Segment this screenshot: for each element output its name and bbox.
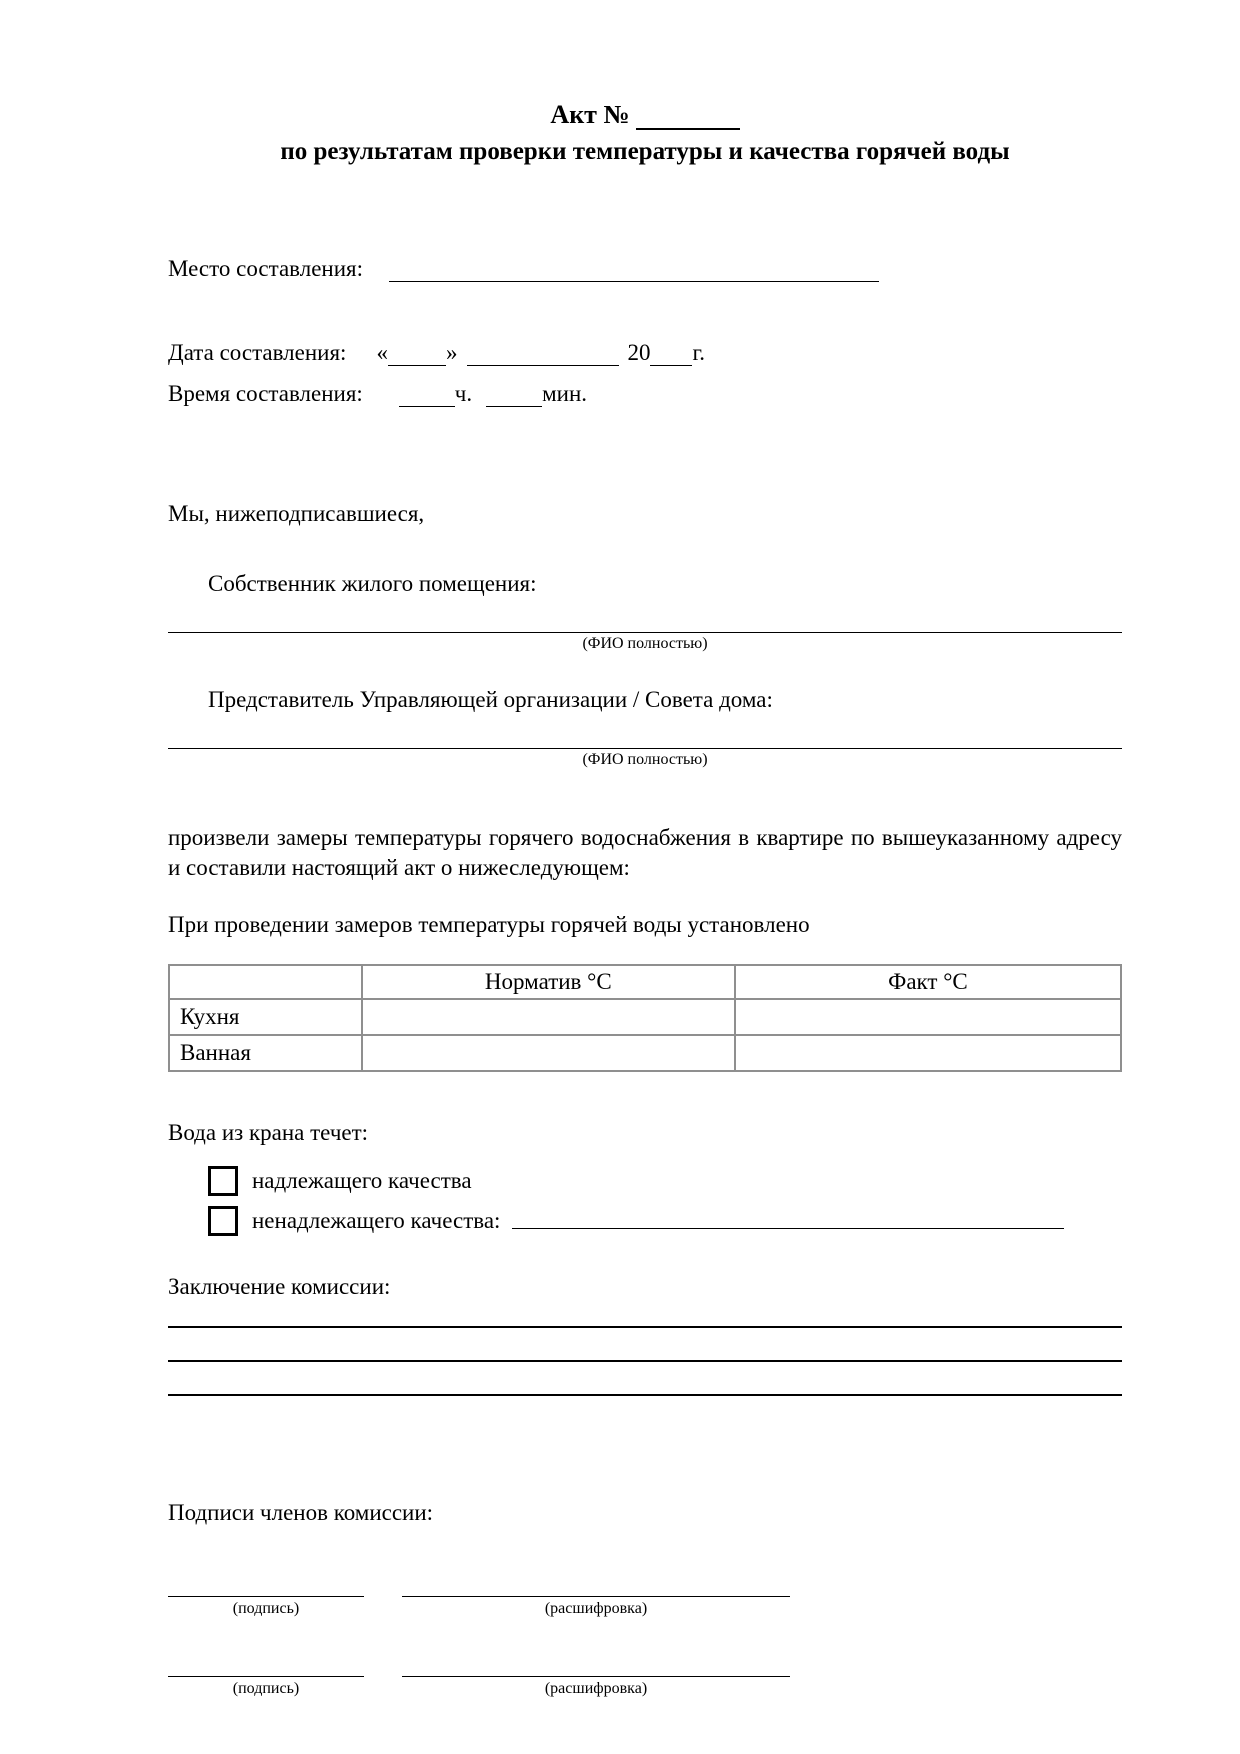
conclusion-label: Заключение комиссии: — [168, 1273, 391, 1299]
quality-bad-checkbox[interactable] — [208, 1206, 238, 1236]
kitchen-label: Кухня — [169, 999, 362, 1035]
time-hours-blank[interactable] — [399, 383, 455, 407]
quality-good-label: надлежащего качества — [252, 1167, 472, 1193]
time-hours-suffix: ч. — [454, 381, 473, 406]
conclusion-blank-line-2[interactable] — [168, 1360, 1122, 1362]
undersigned-intro: Мы, нижеподписавшиеся, — [168, 501, 425, 526]
date-close-quote: » — [445, 340, 458, 365]
owner-label: Собственник жилого помещения: — [208, 571, 537, 596]
place-label: Место составления: — [168, 256, 363, 281]
owner-fio-hint: (ФИО полностью) — [582, 635, 708, 652]
conclusion-blank-line-3[interactable] — [168, 1394, 1122, 1396]
date-open-quote: « — [376, 340, 388, 365]
owner-fio-blank[interactable] — [168, 627, 1122, 633]
date-row — [168, 340, 1122, 366]
time-minutes-suffix: мин. — [542, 381, 588, 406]
quality-bad-row — [168, 1206, 1122, 1236]
signature-1-decode-hint: (расшифровка) — [544, 1599, 648, 1617]
document-title — [168, 100, 1122, 166]
place-blank[interactable] — [389, 258, 879, 282]
bathroom-norm-cell[interactable] — [362, 1035, 735, 1071]
quality-good-row — [168, 1166, 1122, 1196]
bathroom-fact-cell[interactable] — [735, 1035, 1121, 1071]
signature-2-sign-hint: (подпись) — [232, 1679, 300, 1697]
date-month-blank[interactable] — [467, 342, 619, 366]
manager-fio-blank[interactable] — [168, 743, 1122, 749]
signature-1-sign-blank[interactable] — [168, 1596, 364, 1597]
bathroom-label: Ванная — [169, 1035, 362, 1071]
signature-1-decode-blank[interactable] — [402, 1596, 790, 1597]
manager-label: Представитель Управляющей организации / Совета дома: — [208, 687, 773, 712]
document-subtitle: по результатам проверки температуры и качества горячей воды — [280, 138, 1010, 165]
signature-2-decode-hint: (расшифровка) — [544, 1679, 648, 1697]
date-year-suffix: г. — [692, 340, 706, 365]
signature-1-sign-hint: (подпись) — [232, 1599, 300, 1617]
header-fact: Факт °С — [735, 965, 1121, 999]
act-number-label: Акт № — [550, 100, 630, 129]
place-row — [168, 256, 1122, 282]
header-norm: Норматив °С — [362, 965, 735, 999]
quality-bad-label: ненадлежащего качества: — [252, 1207, 501, 1233]
quality-bad-blank[interactable] — [512, 1212, 1064, 1229]
header-room — [169, 965, 362, 999]
time-row — [168, 381, 1122, 407]
water-flow-label: Вода из крана течет: — [168, 1119, 369, 1145]
measurements-table — [168, 964, 1122, 1072]
signatures-heading: Подписи членов комиссии: — [168, 1499, 434, 1525]
measurements-intro: При проведении замеров температуры горячей воды установлено — [168, 911, 810, 937]
kitchen-norm-cell[interactable] — [362, 999, 735, 1035]
date-label: Дата составления: — [168, 340, 347, 365]
conclusion-blank-line-1[interactable] — [168, 1326, 1122, 1328]
table-row-bathroom — [169, 1035, 1121, 1071]
table-header-row — [169, 965, 1121, 999]
signature-row-1 — [168, 1596, 1122, 1618]
measured-paragraph: произвели замеры температуры горячего водоснабжения в квартире по вышеуказанному адресу и составили настоящий акт о нижеследующем: — [168, 825, 1122, 881]
manager-fio-hint: (ФИО полностью) — [582, 751, 708, 768]
signature-2-sign-blank[interactable] — [168, 1676, 364, 1677]
kitchen-fact-cell[interactable] — [735, 999, 1121, 1035]
act-number-blank[interactable] — [636, 104, 740, 130]
date-day-blank[interactable] — [388, 342, 446, 366]
date-year-prefix: 20 — [627, 340, 651, 365]
table-row-kitchen — [169, 999, 1121, 1035]
signature-2-decode-blank[interactable] — [402, 1676, 790, 1677]
time-label: Время составления: — [168, 381, 363, 406]
quality-good-checkbox[interactable] — [208, 1166, 238, 1196]
time-minutes-blank[interactable] — [486, 383, 542, 407]
date-year-blank[interactable] — [650, 342, 692, 366]
signature-row-2 — [168, 1676, 1122, 1698]
